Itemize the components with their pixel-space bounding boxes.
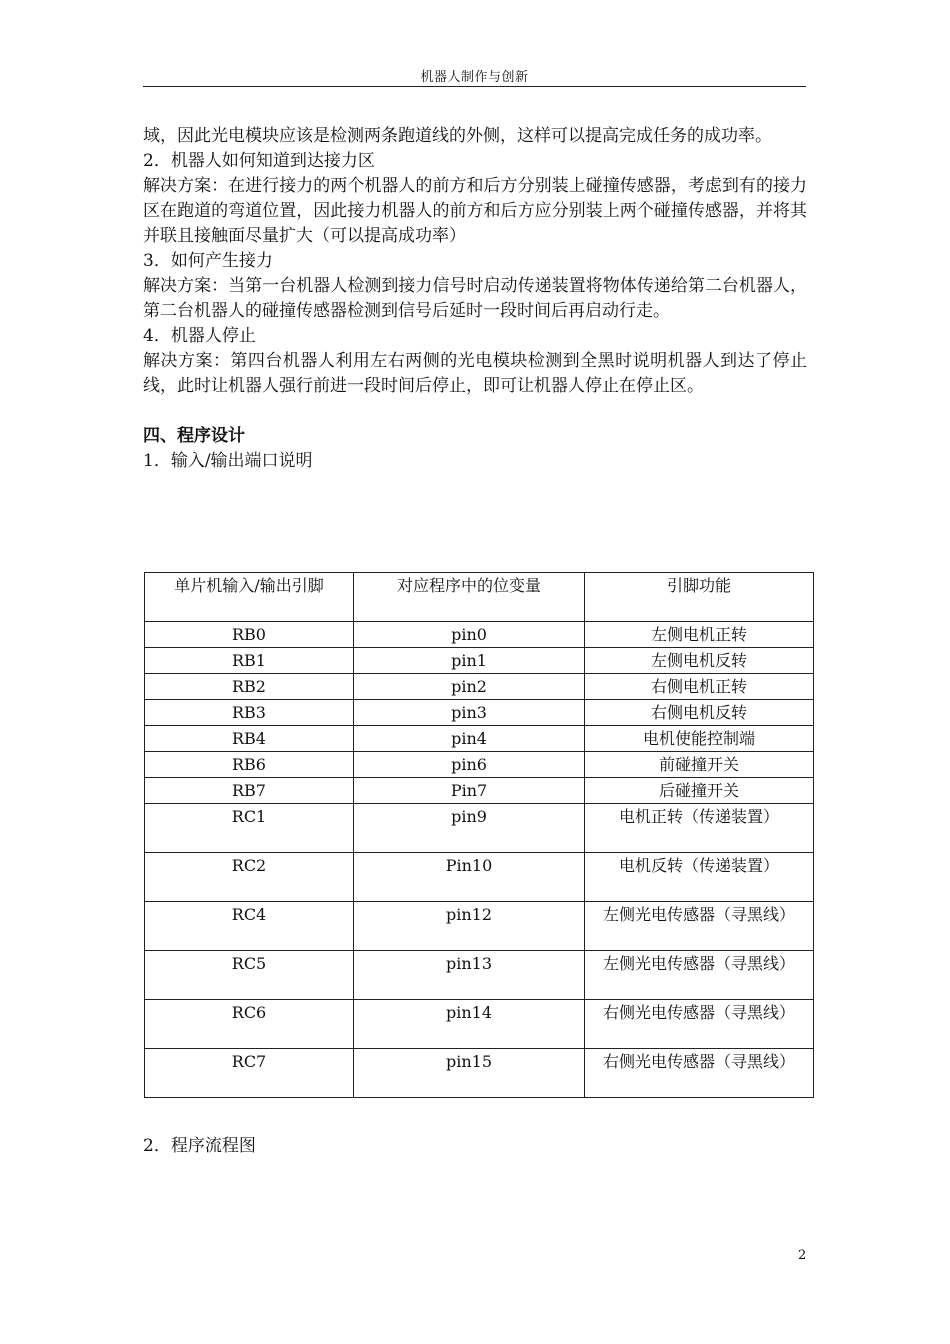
table-row <box>145 622 814 648</box>
table-cell: RB3 <box>145 700 354 726</box>
table-cell: RC5 <box>145 951 354 1000</box>
table-cell: RC1 <box>145 804 354 853</box>
table-row <box>145 674 814 700</box>
table-cell: RC6 <box>145 1000 354 1049</box>
table-cell: pin6 <box>354 752 585 778</box>
table-cell: 右侧光电传感器（寻黑线） <box>585 1000 814 1049</box>
table-row <box>145 726 814 752</box>
table-cell: 前碰撞开关 <box>585 752 814 778</box>
table-cell: pin0 <box>354 622 585 648</box>
table-row <box>145 700 814 726</box>
table-cell: RC4 <box>145 902 354 951</box>
paragraph: 解决方案：在进行接力的两个机器人的前方和后方分别装上碰撞传感器，考虑到有的接力区在跑道的弯道位置，因此接力机器人的前方和后方应分别装上两个碰撞传感器，并将其并联且接触面尽量扩大（可以提高成功率） <box>143 176 807 246</box>
table-row <box>145 752 814 778</box>
table-row <box>145 1000 814 1049</box>
table-cell: 左侧电机反转 <box>585 648 814 674</box>
table-cell: 电机正转（传递装置） <box>585 804 814 853</box>
table-cell: 电机反转（传递装置） <box>585 853 814 902</box>
header-rule <box>143 86 806 87</box>
table-row <box>145 951 814 1000</box>
table-cell: 左侧光电传感器（寻黑线） <box>585 951 814 1000</box>
table-cell: RB1 <box>145 648 354 674</box>
table-cell: 右侧电机正转 <box>585 674 814 700</box>
table-row <box>145 1049 814 1098</box>
table-header-cell: 单片机输入/输出引脚 <box>145 573 354 622</box>
table-cell: 左侧电机正转 <box>585 622 814 648</box>
table-cell: 电机使能控制端 <box>585 726 814 752</box>
table-cell: 左侧光电传感器（寻黑线） <box>585 902 814 951</box>
table-row <box>145 804 814 853</box>
port-table <box>144 572 814 1098</box>
subheading: 4．机器人停止 <box>143 326 256 346</box>
table-row <box>145 902 814 951</box>
table-cell: 右侧光电传感器（寻黑线） <box>585 1049 814 1098</box>
subheading-flowchart: 2．程序流程图 <box>143 1136 256 1156</box>
table-header-row <box>145 573 814 622</box>
table-cell: Pin10 <box>354 853 585 902</box>
paragraph: 解决方案：当第一台机器人检测到接力信号时启动传递装置将物体传递给第二台机器人，第二台机器人的碰撞传感器检测到信号后延时一段时间后再启动行走。 <box>143 276 807 321</box>
table-row <box>145 778 814 804</box>
table-row <box>145 648 814 674</box>
table-cell: 后碰撞开关 <box>585 778 814 804</box>
section-title: 四、程序设计 <box>143 426 245 446</box>
table-cell: RB6 <box>145 752 354 778</box>
table-cell: RC7 <box>145 1049 354 1098</box>
table-cell: pin15 <box>354 1049 585 1098</box>
body-text <box>143 124 807 474</box>
table-header-cell: 引脚功能 <box>585 573 814 622</box>
table-cell: RB2 <box>145 674 354 700</box>
table-header-cell: 对应程序中的位变量 <box>354 573 585 622</box>
table-cell: RC2 <box>145 853 354 902</box>
subheading: 2．机器人如何知道到达接力区 <box>143 151 375 171</box>
table-cell: RB7 <box>145 778 354 804</box>
table-cell: pin1 <box>354 648 585 674</box>
table-cell: RB0 <box>145 622 354 648</box>
page-header-title: 机器人制作与创新 <box>420 70 529 85</box>
spacer <box>143 399 807 424</box>
subheading: 3．如何产生接力 <box>143 251 273 271</box>
table-cell: RB4 <box>145 726 354 752</box>
table-cell: pin9 <box>354 804 585 853</box>
table-cell: pin14 <box>354 1000 585 1049</box>
table-cell: pin2 <box>354 674 585 700</box>
page-number: 2 <box>798 1248 807 1263</box>
table-cell: pin13 <box>354 951 585 1000</box>
table-cell: pin3 <box>354 700 585 726</box>
table-cell: 右侧电机反转 <box>585 700 814 726</box>
paragraph: 域，因此光电模块应该是检测两条跑道线的外侧，这样可以提高完成任务的成功率。 <box>143 126 772 146</box>
paragraph: 解决方案：第四台机器人利用左右两侧的光电模块检测到全黑时说明机器人到达了停止线，此时让机器人强行前进一段时间后停止，即可让机器人停止在停止区。 <box>143 351 807 396</box>
table-cell: pin4 <box>354 726 585 752</box>
table-cell: pin12 <box>354 902 585 951</box>
subheading: 1．输入/输出端口说明 <box>143 451 313 471</box>
table-row <box>145 853 814 902</box>
table-cell: Pin7 <box>354 778 585 804</box>
